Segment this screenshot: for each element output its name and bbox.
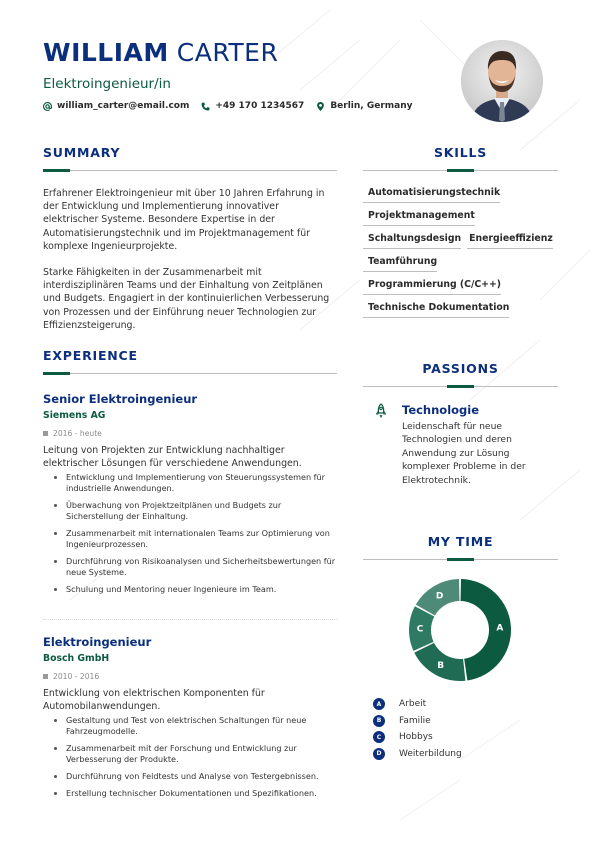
legend-item — [373, 713, 558, 730]
my-time-title: MY TIME — [427, 534, 494, 549]
email-text: william_carter@email.com — [57, 101, 190, 111]
donut-label-b: B — [437, 661, 445, 672]
legend-label: Familie — [399, 715, 431, 726]
rocket-icon — [373, 403, 389, 487]
contact-email[interactable] — [43, 101, 189, 111]
job-entry — [43, 392, 337, 595]
experience-divider — [43, 373, 337, 375]
job-company: Bosch GmbH — [43, 653, 110, 664]
profile-photo — [461, 40, 543, 122]
legend-marker: B — [373, 715, 385, 727]
donut-label-c: C — [416, 624, 424, 635]
skill-tag: Automatisierungstechnik — [363, 185, 500, 203]
last-name: CARTER — [176, 38, 279, 67]
passion-title: Technologie — [402, 403, 480, 417]
passions-divider — [363, 386, 558, 388]
skills-title: SKILLS — [433, 145, 488, 160]
job-period-text: 2016 - heute — [53, 429, 102, 438]
job-bullets — [43, 715, 337, 799]
full-name — [43, 36, 443, 69]
job-entry — [43, 635, 337, 799]
donut-label-a: A — [496, 623, 504, 634]
at-icon — [43, 102, 52, 111]
job-role: Elektroingenieur/in — [43, 76, 171, 92]
phone-text: +49 170 1234567 — [215, 101, 305, 111]
passions-section — [363, 361, 558, 487]
donut-svg — [363, 573, 558, 688]
job-bullet: Erstellung technischer Dokumentationen und Spezifikationen. — [54, 788, 337, 799]
experience-section — [43, 348, 337, 805]
skills-list — [363, 185, 558, 323]
job-company: Siemens AG — [43, 410, 106, 421]
job-bullet: Überwachung von Projektzeitplänen und Budgets zur Sicherstellung der Einhaltung. — [54, 500, 337, 522]
summary-paragraph: Erfahrener Elektroingenieur mit über 10 Jahren Erfahrung in der Entwicklung und Implementierung innovativer elektrischer Systeme. Besondere Expertise in der Automatisierungstechnik und im Projektmanagement für komplexe Ingenieurprojekte. — [43, 188, 325, 252]
skill-tag: Energieeffizienz — [467, 231, 553, 249]
summary-title: SUMMARY — [43, 145, 121, 160]
legend-marker: C — [373, 731, 385, 743]
skill-tag: Schaltungsdesign — [363, 231, 461, 249]
job-separator — [43, 619, 337, 620]
job-period-text: 2010 - 2016 — [53, 672, 100, 681]
contact-info — [43, 101, 443, 111]
job-period — [43, 429, 337, 438]
job-bullet: Zusammenarbeit mit der Forschung und Entwicklung zur Verbesserung der Produkte. — [54, 743, 337, 765]
legend-marker: A — [373, 698, 385, 710]
legend-label: Arbeit — [399, 699, 427, 710]
my-time-section — [363, 534, 558, 762]
skill-tag: Technische Dokumentation — [363, 300, 509, 318]
resume-header — [43, 36, 443, 111]
job-bullet: Durchführung von Feldtests und Analyse von Testergebnissen. — [54, 771, 337, 782]
legend-item — [373, 696, 558, 713]
calendar-icon — [43, 431, 48, 436]
map-pin-icon — [316, 102, 325, 111]
chart-legend — [363, 696, 558, 762]
skills-section — [363, 145, 558, 323]
passions-title: PASSIONS — [422, 361, 499, 376]
job-title: Elektroingenieur — [43, 635, 152, 649]
job-bullet: Durchführung von Risikoanalysen und Sicherheitsbewertungen für neue Systeme. — [54, 556, 337, 578]
skill-tag: Teamführung — [363, 254, 437, 272]
skills-divider — [363, 170, 558, 172]
legend-marker: D — [373, 748, 385, 760]
summary-section — [43, 145, 337, 332]
job-description: Entwicklung von elektrischen Komponenten für Automobilanwendungen. — [43, 688, 265, 712]
first-name: WILLIAM — [43, 38, 169, 67]
legend-item — [373, 729, 558, 746]
summary-divider — [43, 170, 337, 172]
job-bullet: Schulung und Mentoring neuer Ingenieure im Team. — [54, 584, 337, 595]
my-time-divider — [363, 559, 558, 561]
donut-segment-a — [461, 579, 511, 680]
calendar-icon — [43, 674, 48, 679]
skill-tag: Programmierung (C/C++) — [363, 277, 501, 295]
skill-tag: Projektmanagement — [363, 208, 475, 226]
summary-paragraph: Starke Fähigkeiten in der Zusammenarbeit mit interdisziplinären Teams und der Einhaltung von Zeitplänen und Budgets. Engagiert in der kontinuierlichen Verbesserung von Prozessen und der Einführung neuer Technologien zur Effizienzsteigerung. — [43, 267, 330, 331]
time-donut-chart — [363, 573, 558, 688]
legend-label: Weiterbildung — [399, 748, 462, 759]
job-period — [43, 672, 337, 681]
job-bullet: Gestaltung und Test von elektrischen Schaltungen für neue Fahrzeugmodelle. — [54, 715, 337, 737]
legend-item — [373, 746, 558, 763]
job-bullets — [43, 472, 337, 595]
job-description: Leitung von Projekten zur Entwicklung nachhaltiger elektrischer Lösungen für verschiedene Anwendungen. — [43, 445, 302, 469]
donut-label-d: D — [435, 591, 444, 602]
avatar-illustration — [461, 40, 543, 122]
contact-location — [316, 101, 412, 111]
experience-title: EXPERIENCE — [43, 348, 138, 363]
passion-item — [363, 403, 558, 487]
job-title: Senior Elektroingenieur — [43, 392, 198, 406]
job-bullet: Zusammenarbeit mit internationalen Teams zur Optimierung von Ingenieurprozessen. — [54, 528, 337, 550]
location-text: Berlin, Germany — [330, 101, 413, 111]
phone-icon — [201, 102, 210, 111]
passion-description: Leidenschaft für neue Technologien und deren Anwendung zur Lösung komplexer Probleme in der Elektrotechnik. — [402, 421, 526, 486]
contact-phone[interactable] — [201, 101, 304, 111]
job-bullet: Entwicklung und Implementierung von Steuerungssystemen für industrielle Anwendungen. — [54, 472, 337, 494]
legend-label: Hobbys — [399, 732, 433, 743]
